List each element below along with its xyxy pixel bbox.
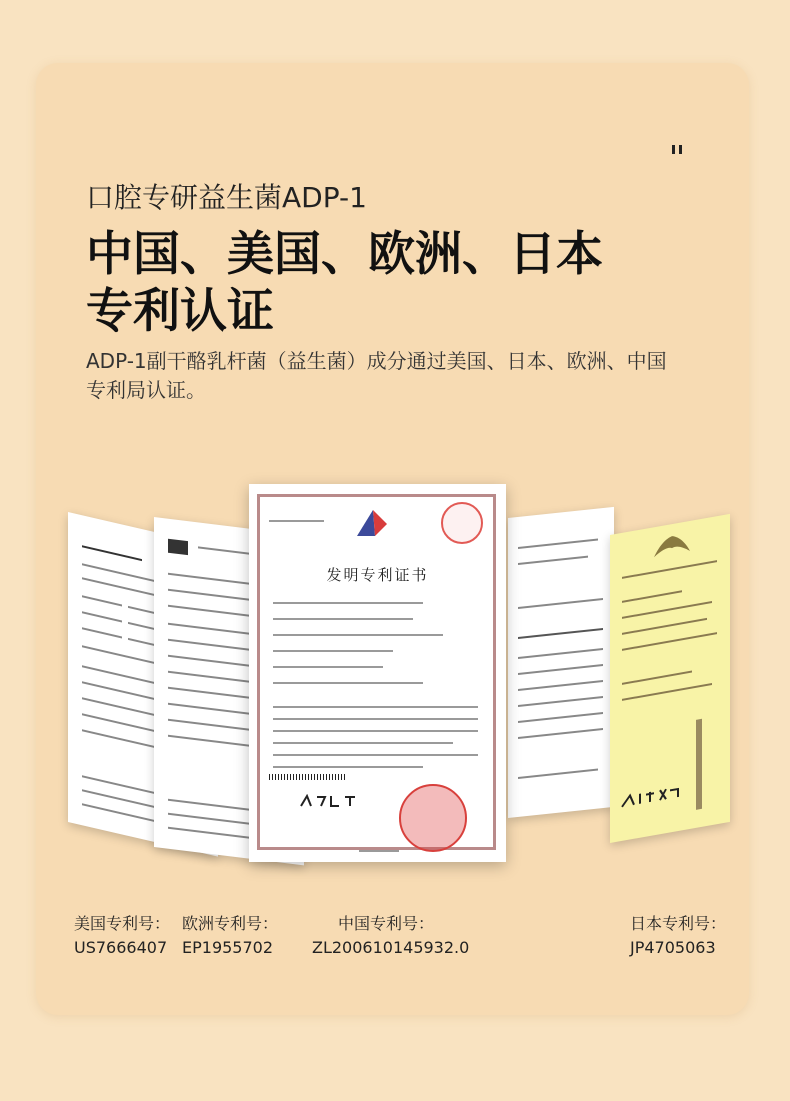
barcode-image: [269, 774, 347, 780]
eu-patent-info: [182, 912, 278, 960]
description: ADP-1副干酪乳杆菌（益生菌）成分通过美国、日本、欧洲、中国专利局认证。: [86, 349, 667, 402]
headline-line-1: 中国、美国、欧洲、日本: [86, 227, 603, 282]
official-red-seal-icon: [399, 784, 467, 852]
cn-patent-label: 中国专利号：: [338, 914, 435, 933]
us-patent-label: 美国专利号：: [74, 914, 171, 933]
jp-patent-number: JP4705063: [630, 938, 716, 957]
jp-patent-label: 日本专利号：: [630, 914, 727, 933]
top-seal-icon: [441, 502, 483, 544]
jp-patent-certificate-image: [610, 514, 730, 843]
subtitle: 口腔专研益生菌ADP-1: [86, 181, 367, 214]
eu-patent-label: 欧洲专利号：: [182, 914, 279, 933]
jp-patent-info: [630, 912, 726, 960]
jp-application-document-image: [508, 507, 614, 818]
patent-office-logo-icon: [353, 506, 391, 540]
us-patent-number: US7666407: [74, 938, 168, 957]
pause-marker-icon: [672, 139, 686, 158]
jp-signature-stamp-image: [620, 783, 680, 812]
cn-patent-info: [312, 912, 469, 960]
us-patent-info: [74, 912, 170, 960]
headline: [86, 226, 603, 340]
cn-patent-certificate-image: [249, 484, 506, 862]
cn-patent-number: ZL200610145932.0: [312, 938, 470, 957]
headline-line-2: 专利认证: [86, 284, 274, 339]
eu-patent-number: EP1955702: [182, 938, 274, 957]
phoenix-emblem-icon: [652, 529, 692, 562]
director-signature-image: [299, 794, 359, 808]
certificate-title: 发明专利证书: [326, 566, 429, 584]
